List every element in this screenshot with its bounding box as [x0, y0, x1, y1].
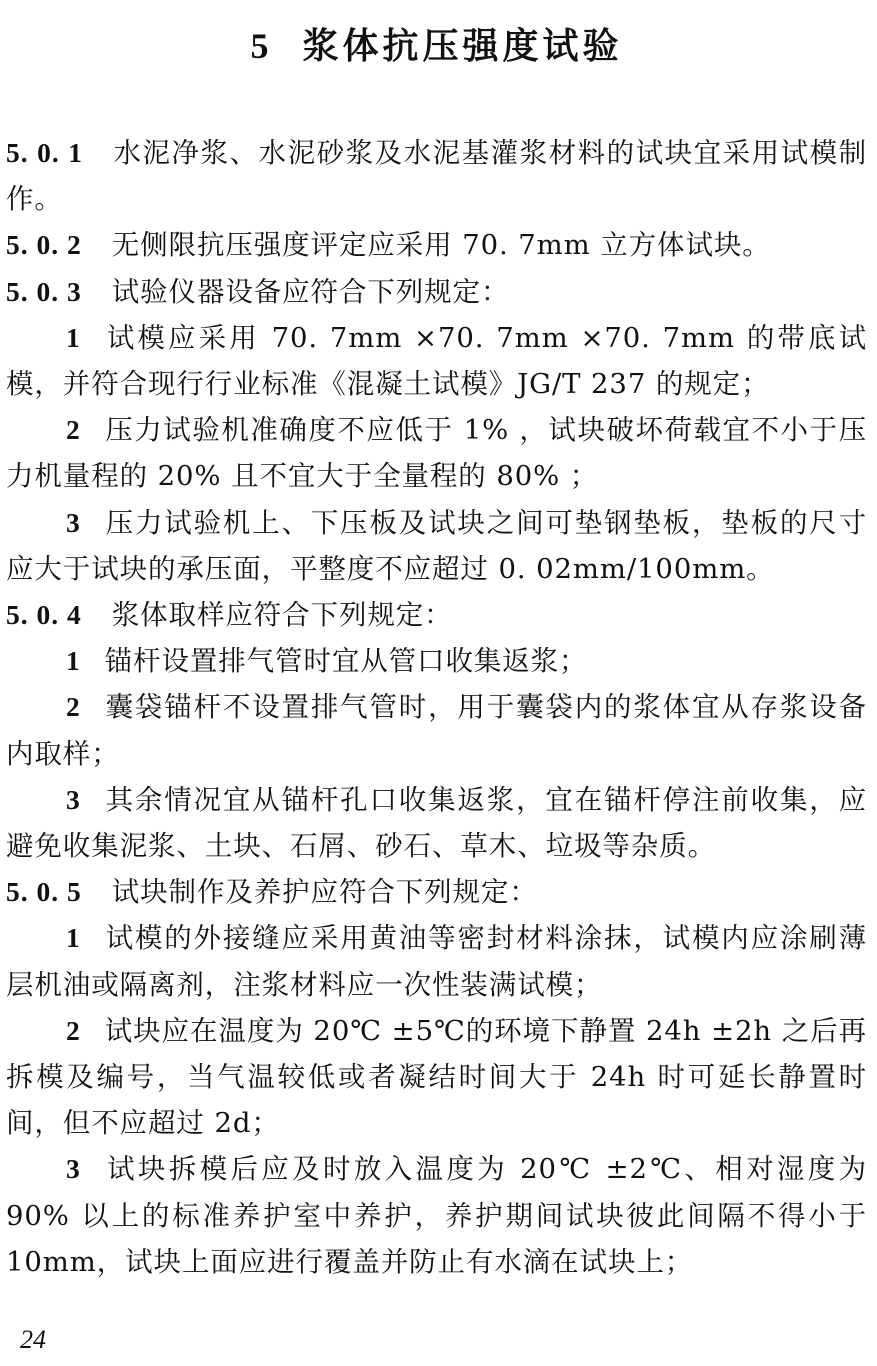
clause-5-0-5-item-3	[6, 1146, 867, 1285]
clause-5-0-3	[6, 269, 867, 315]
clause-5-0-3-item-3	[6, 500, 867, 592]
item-number: 1	[66, 321, 81, 353]
document-page	[0, 22, 877, 1366]
item-number: 3	[66, 783, 81, 815]
item-number: 3	[66, 1153, 81, 1185]
item-text: 锚杆设置排气管时宜从管口收集返浆；	[104, 645, 588, 678]
clause-number: 5. 0. 1	[6, 137, 83, 168]
item-number: 1	[66, 922, 81, 954]
clause-5-0-4-item-1	[6, 638, 867, 684]
clause-number: 5. 0. 4	[6, 599, 82, 631]
clause-5-0-3-item-2	[6, 407, 867, 499]
item-text: 压力试验机上、下压板及试块之间可垫钢垫板，垫板的尺寸应大于试块的承压面，平整度不应超过 0. 02mm/100mm。	[6, 506, 867, 585]
item-text: 其余情况宜从锚杆孔口收集返浆，宜在锚杆停注前收集，应避免收集泥浆、土块、石屑、砂石、草木、垃圾等杂质。	[6, 783, 867, 863]
clause-text: 水泥净浆、水泥砂浆及水泥基灌浆材料的试块宜采用试模制作。	[6, 137, 867, 216]
item-text: 试模的外接缝应采用黄油等密封材料涂抹，试模内应涂刷薄层机油或隔离剂，注浆材料应一次性装满试模；	[6, 922, 867, 1001]
clause-text: 浆体取样应符合下列规定：	[111, 599, 453, 632]
page-number: 24	[20, 1325, 46, 1354]
clause-number: 5. 0. 5	[6, 876, 82, 908]
item-text: 试块拆模后应及时放入温度为 20℃ ±2℃、相对湿度为 90% 以上的标准养护室中养护，养护期间试块彼此间隔不得小于 10mm，试块上面应进行覆盖并防止有水滴在试块上；	[6, 1153, 867, 1278]
document-body	[6, 130, 867, 1285]
item-number: 2	[66, 1014, 81, 1046]
chapter-number: 5	[250, 26, 273, 66]
clause-text: 试验仪器设备应符合下列规定：	[111, 275, 510, 308]
clause-5-0-4-item-3	[6, 777, 867, 869]
chapter-title	[6, 22, 867, 70]
clause-number: 5. 0. 2	[6, 229, 82, 261]
item-number: 3	[66, 506, 81, 538]
clause-text: 无侧限抗压强度评定应采用 70. 7mm 立方体试块。	[111, 229, 771, 262]
chapter-title-text: 浆体抗压强度试验	[302, 25, 623, 67]
item-text: 囊袋锚杆不设置排气管时，用于囊袋内的浆体宜从存浆设备内取样；	[6, 691, 867, 770]
item-number: 2	[66, 414, 81, 446]
clause-5-0-2	[6, 222, 867, 268]
clause-5-0-3-item-1	[6, 315, 867, 407]
clause-5-0-5	[6, 869, 867, 915]
clause-5-0-5-item-1	[6, 915, 867, 1007]
clause-number: 5. 0. 3	[6, 275, 82, 307]
item-number: 2	[66, 691, 81, 723]
clause-5-0-4-item-2	[6, 684, 867, 776]
item-text: 试模应采用 70. 7mm ×70. 7mm ×70. 7mm 的带底试模，并符合现行行业标准《混凝土试模》JG/T 237 的规定；	[6, 321, 867, 401]
clause-5-0-1	[6, 130, 867, 222]
item-number: 1	[66, 645, 81, 677]
item-text: 压力试验机准确度不应低于 1% ，试块破坏荷载宜不小于压力机量程的 20% 且不宜大于全量程的 80% ；	[6, 414, 867, 493]
clause-text: 试块制作及养护应符合下列规定：	[111, 876, 538, 909]
clause-5-0-5-item-2	[6, 1008, 867, 1147]
item-text: 试块应在温度为 20℃ ±5℃的环境下静置 24h ±2h 之后再拆模及编号，当气温较低或者凝结时间大于 24h 时可延长静置时间，但不应超过 2d；	[6, 1014, 867, 1140]
clause-5-0-4	[6, 592, 867, 638]
